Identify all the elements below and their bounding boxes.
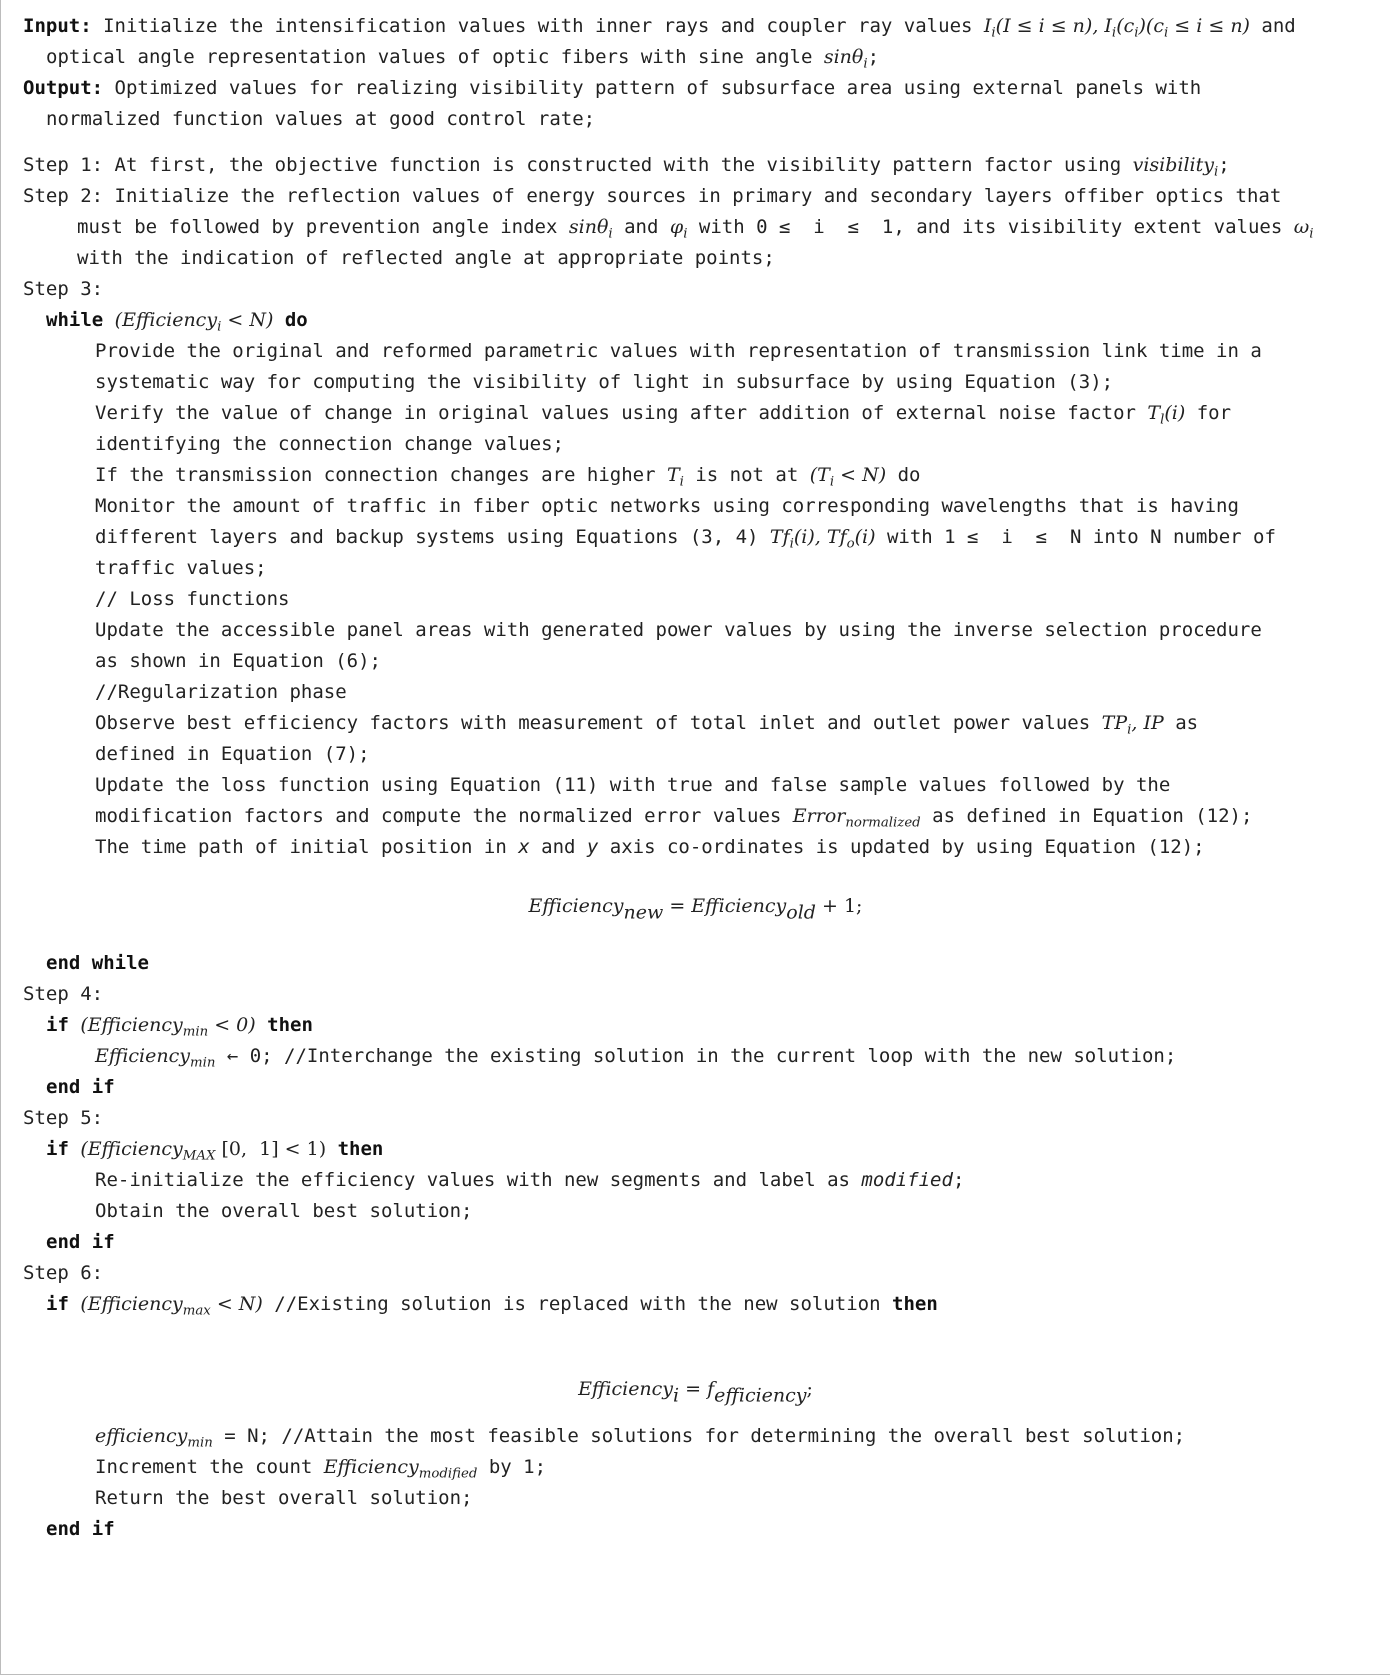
step3-line-13: Observe best efficiency factors with measurement of total inlet and outlet power values $TP_i$, IP as [95,712,1199,738]
step5-line-1: Re-initialize the efficiency values with new segments and label as modified; [95,1169,965,1191]
step5-label: Step 5: [23,1107,104,1129]
step3-line-1: Provide the original and reformed parametric values with representation of transmission link time in a [95,340,1262,362]
step2-line-3: with the indication of reflected angle at appropriate points; [77,247,775,269]
step6-line-1: efficiency$_{min}$ = N; //Attain the most feasible solutions for determining the overall best solution; [95,1425,1186,1451]
step3-line-15: Update the loss function using Equation (11) with true and false sample values followed by the [95,774,1171,796]
step5-end-if: end if [46,1231,115,1253]
input-line-2: optical angle representation values of optic fibers with sine angle sinθ$_i$; [46,46,880,72]
step5-line-2: Obtain the overall best solution; [95,1200,473,1222]
step3-line-10: Update the accessible panel areas with generated power values by using the inverse selection procedure [95,619,1262,641]
comment-regularization: //Regularization phase [95,681,347,703]
step6-label: Step 6: [23,1262,104,1284]
output-line-2: normalized function values at good control rate; [46,108,596,130]
step2-line-1: Step 2: Initialize the reflection values of energy sources in primary and secondary layers offiber optics that [23,185,1282,207]
step3-label: Step 3: [23,278,104,300]
input-label: Input: [23,15,92,37]
step6-end-if: end if [46,1518,115,1540]
step4-label: Step 4: [23,983,104,1005]
step6-line-2: Increment the count Efficiency$_{modified}$ by 1; [95,1456,547,1482]
step3-line-17: The time path of initial position in x and y axis co-ordinates is updated by using Equation (12); [95,836,1205,858]
output-label: Output: [23,77,104,99]
step3-line-4: identifying the connection change values; [95,433,564,455]
step3-line-16: modification factors and compute the normalized error values Error$_{normalized}$ as defined in Equation (12); [95,805,1253,831]
step3-line-7: different layers and backup systems using Equations (3, 4) $Tf_i(i)$, $Tf_o(i)$ with 1 ≤ i ≤ N into N number of [95,526,1276,552]
step3-line-2: systematic way for computing the visibility of light in subsurface by using Equation (3); [95,371,1114,393]
math-visibility: visibility$_i$ [1132,154,1219,180]
step3-line-3: Verify the value of change in original values using after addition of external noise factor $T_l(i)$ for [95,402,1232,428]
math-I-i: $I_i(I \le i \le n)$, $I_i(c_i)(c_i \le i \le n)$ [983,15,1250,41]
step1-line: Step 1: At first, the objective function is constructed with the visibility pattern factor using visibility$_i$; [23,154,1230,180]
step4-end-if: end if [46,1076,115,1098]
math-sin-theta: sinθ$_i$ [823,46,868,72]
comment-loss-functions: // Loss functions [95,588,290,610]
input-text-1a: Initialize the intensification values with inner rays and coupler ray values [91,15,984,37]
step4-assign: Efficiency$_{min}$ ← 0; //Interchange the existing solution in the current loop with the new solution; [95,1045,1177,1071]
while-header: while (Efficiency$_i$ < N) do [46,309,308,335]
step3-line-6: Monitor the amount of traffic in fiber optic networks using corresponding wavelengths that is having [95,495,1239,517]
input-text-1b: and [1249,15,1296,37]
step5-if: if (Efficiency$_{MAX}$ [0, 1] < 1) then [46,1138,384,1164]
equation-efficiency-assign: Efficiency$_i$ = $f_{efficiency}$; [578,1378,813,1407]
step4-if: if (Efficiency$_{min}$ < 0) then [46,1014,313,1040]
output-line-1: Output: Optimized values for realizing visibility pattern of subsurface area using external panels with [23,77,1202,99]
step2-line-2: must be followed by prevention angle index sinθ$_i$ and $\varphi_i$ with 0 ≤ i ≤ 1, and its visibility extent values $\omega_i$ [77,216,1314,242]
step3-line-8: traffic values; [95,557,267,579]
step3-line-11: as shown in Equation (6); [95,650,381,672]
step3-line-5: If the transmission connection changes are higher $T_i$ is not at $(T_i < N)$ do [95,464,921,490]
step6-line-3: Return the best overall solution; [95,1487,473,1509]
equation-efficiency-update: Efficiency$_{new}$ = Efficiency$_{old}$ + 1; [528,895,863,924]
step3-line-14: defined in Equation (7); [95,743,370,765]
end-while: end while [46,952,149,974]
step6-if: if (Efficiency$_{max}$ < N) //Existing solution is replaced with the new solution then [46,1293,938,1319]
